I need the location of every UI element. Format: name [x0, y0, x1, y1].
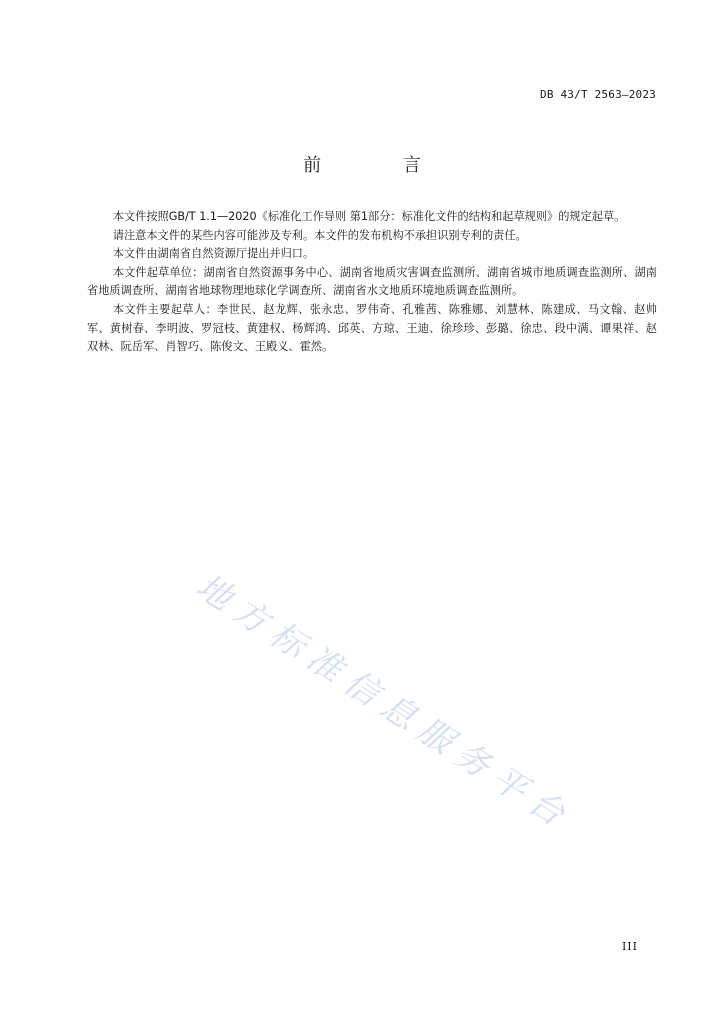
document-code: DB 43/T 2563—2023 — [540, 88, 656, 101]
paragraph-drafting-rules: 本文件按照GB/T 1.1—2020《标准化工作导则 第1部分：标准化文件的结构和起草规则》的规定起草。 — [112, 210, 626, 223]
paragraph-drafters: 本文件主要起草人：李世民、赵龙辉、张永忠、罗伟奇、孔雅茜、陈雅娜、刘慧林、陈建成、马文翰、赵帅军、黄树春、李明波、罗冠枝、黄建权、杨辉鸿、邱英、方琼、王迪、徐珍珍、彭璐、徐忠、段中满、谭果祥、赵双林、阮岳军、肖智巧、陈俊文、王殿义、霍然。 — [87, 302, 657, 354]
paragraph-proposer: 本文件由湖南省自然资源厅提出并归口。 — [112, 247, 315, 261]
preface-body — [87, 208, 657, 357]
page-number: III — [621, 940, 638, 953]
page-title: 前 言 — [303, 155, 459, 176]
paragraph-drafting-units: 本文件起草单位：湖南省自然资源事务中心、湖南省地质灾害调查监测所、湖南省城市地质调查监测所、湖南省地质调查所、湖南省地球物理地球化学调查所、湖南省水文地质环境地质调查监测所。 — [87, 265, 657, 298]
paragraph-patent-notice: 请注意本文件的某些内容可能涉及专利。本文件的发布机构不承担识别专利的责任。 — [112, 228, 527, 242]
watermark: 地方标准信息服务平台 — [188, 566, 580, 840]
